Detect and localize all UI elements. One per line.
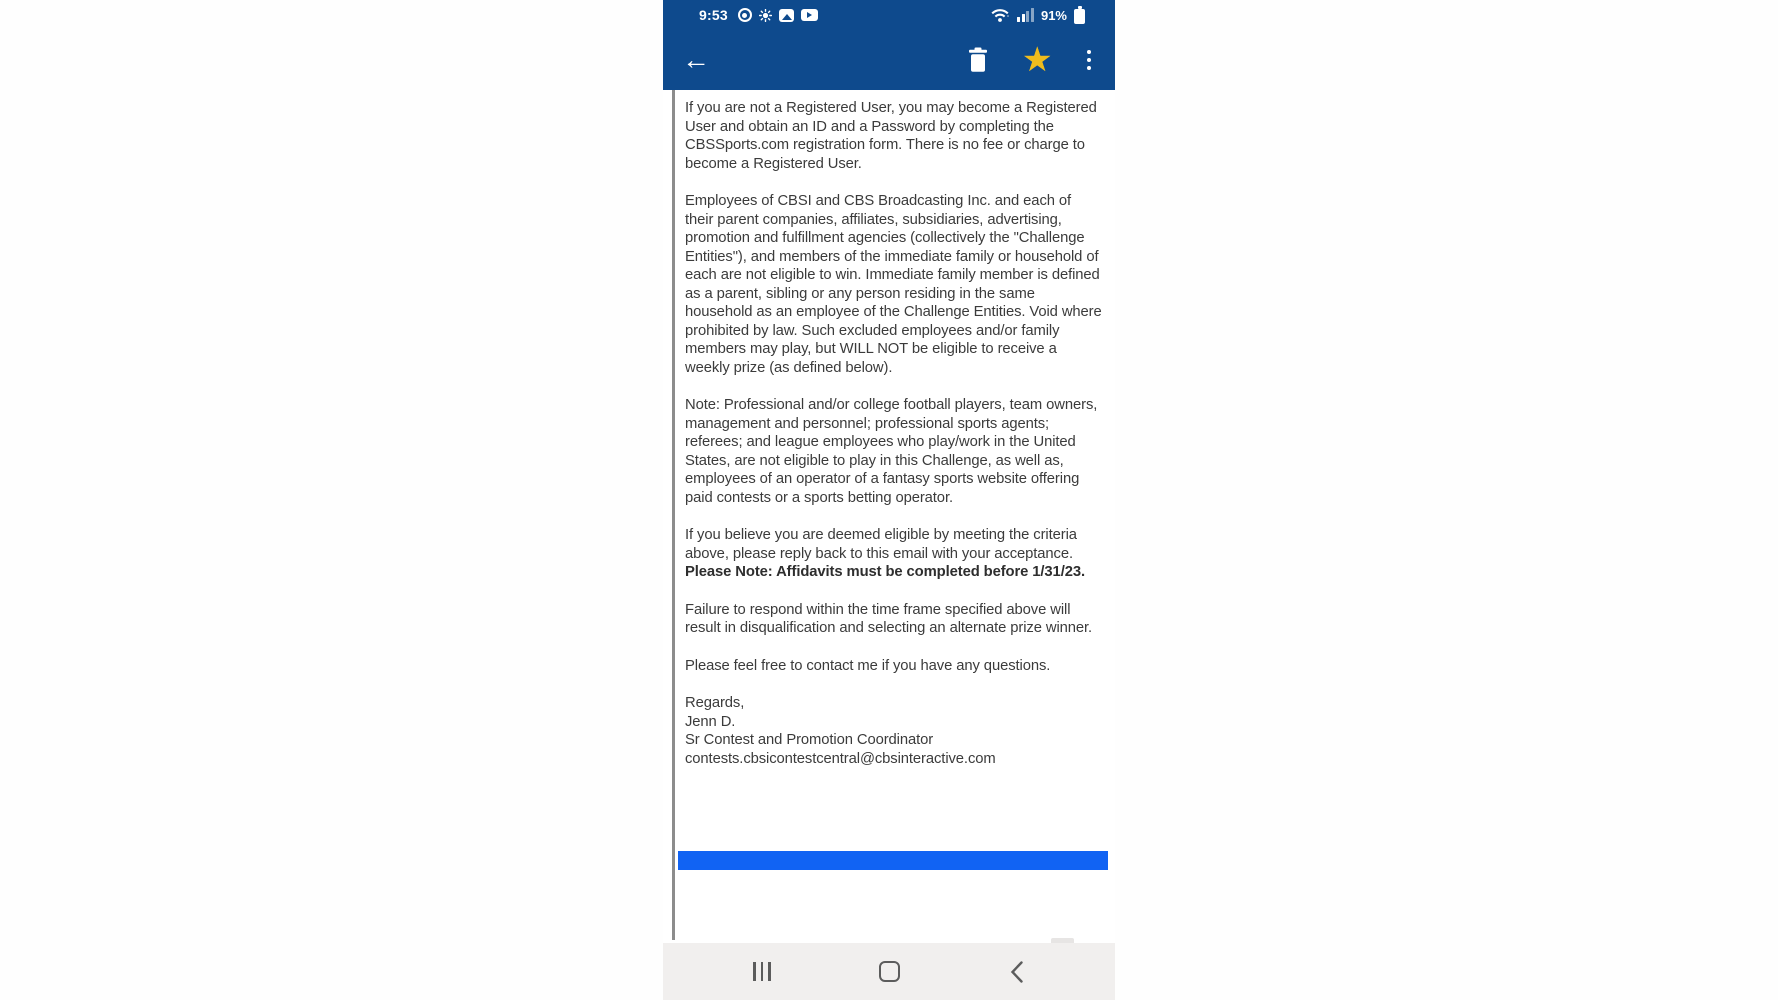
email-app-bar — [663, 30, 1115, 90]
paragraph-note-professionals: Note: Professional and/or college football players, team owners, management and personnel; professional sports agents; referees; and league employees who play/work in the United States, are not eligible to play in this Challenge, as well as, employees of an operator of a fantasy sports website offering paid contests or a sports betting operator. — [685, 397, 1098, 506]
recents-button[interactable] — [748, 959, 776, 985]
cellular-signal-icon — [1017, 8, 1034, 22]
battery-percent: 91% — [1040, 7, 1067, 23]
signature-name: Jenn D. — [685, 713, 736, 730]
eye-icon — [738, 8, 752, 22]
paragraph-failure-to-respond: Failure to respond within the time frame specified above will result in disqualification and selecting an alternate prize winner. — [685, 601, 1093, 636]
back-button[interactable] — [1002, 959, 1030, 985]
paragraph-acceptance — [685, 526, 1103, 582]
status-bar-right — [990, 6, 1085, 24]
battery-icon — [1074, 6, 1085, 24]
gallery-image-icon — [779, 9, 794, 22]
home-button[interactable] — [875, 959, 903, 985]
trash-icon[interactable] — [967, 47, 989, 73]
status-bar-left — [699, 7, 818, 23]
signature-regards: Regards, — [685, 695, 745, 711]
back-arrow-icon[interactable]: ← — [682, 44, 710, 75]
email-body-text — [663, 90, 1115, 943]
acceptance-text: If you believe you are deemed eligible by meeting the criteria above, please reply back to this email with your acceptance. — [685, 527, 1077, 562]
youtube-icon — [801, 9, 818, 21]
paragraph-contact: Please feel free to contact me if you have any questions. — [685, 657, 1051, 674]
sun-icon — [759, 9, 772, 22]
home-icon — [879, 961, 900, 982]
signature-email-address: contests.cbsicontestcentral@cbsinteractive.com — [685, 750, 996, 767]
selection-highlight-bar — [678, 851, 1108, 870]
back-icon — [1009, 960, 1024, 984]
recents-icon — [753, 962, 771, 981]
paragraph-employees-eligibility: Employees of CBSI and CBS Broadcasting Inc. and each of their parent companies, affiliates, subsidiaries, advertising, promotion and fulfillment agencies (collectively the "Challenge Entities"), and members of the immediate family or household of each are not eligible to win. Immediate family member is defined as a parent, sibling or any person residing in the same household as an employee of the Challenge Entities. Void where prohibited by law. Such excluded employees and/or family members may play, but WILL NOT be eligible to receive a weekly prize (as defined below). — [685, 193, 1102, 376]
clock: 9:53 — [699, 7, 728, 23]
signature-block — [685, 694, 1103, 768]
affidavit-deadline-bold: Please Note: Affidavits must be completed before 1/31/23. — [685, 564, 1085, 580]
wifi-icon — [990, 7, 1010, 23]
paragraph-registered-user: If you are not a Registered User, you may become a Registered User and obtain an ID and a Password by completing the CBSSports.com registration form. There is no fee or charge to become a Registered User. — [685, 100, 1097, 172]
star-icon[interactable]: ★ — [1022, 41, 1053, 79]
email-content-area[interactable] — [663, 90, 1115, 943]
phone-screen — [663, 0, 1115, 1000]
overflow-menu-icon[interactable] — [1081, 48, 1098, 73]
app-bar-actions — [967, 43, 1097, 77]
system-navigation-bar — [663, 943, 1115, 1000]
status-bar — [663, 0, 1115, 30]
signature-title: Sr Contest and Promotion Coordinator — [685, 732, 934, 748]
